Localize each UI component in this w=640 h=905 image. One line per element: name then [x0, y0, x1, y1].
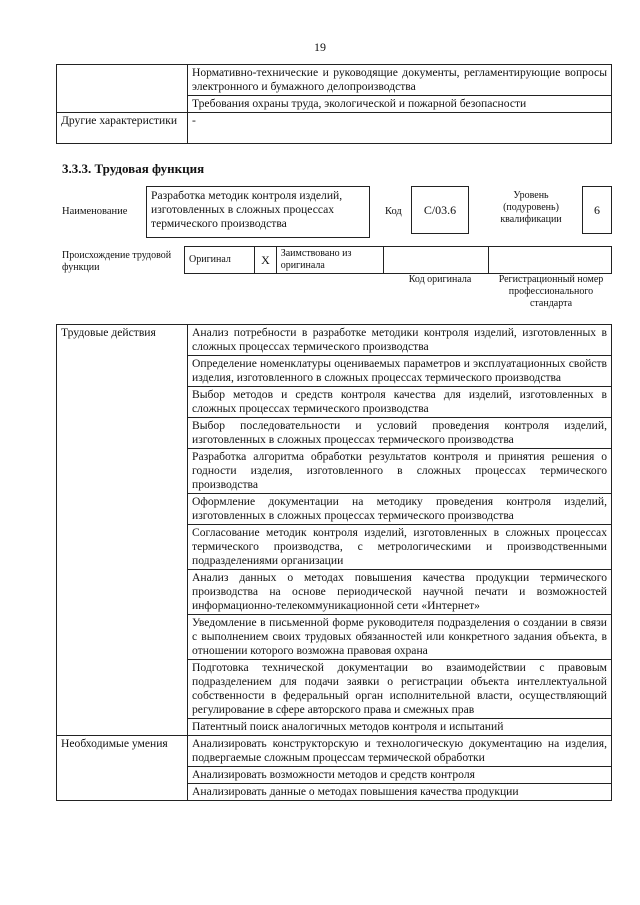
- borrowed-label: Заимствовано из оригинала: [276, 247, 383, 274]
- original-code-caption: Код оригинала: [408, 274, 472, 285]
- registration-number-caption: Регистрационный номер профессионального стандарта: [498, 274, 604, 309]
- action-item: Анализ данных о методах повышения качества продукции термического производства на основе периодической научной печати и возможностей информационно-телекоммуникационной сети «Интернет»: [188, 570, 612, 615]
- table-row: [185, 247, 612, 274]
- action-item: Выбор последовательности и условий проведения контроля изделий, изготовленных в сложных процессах термического производства: [188, 418, 612, 449]
- action-item: Анализ потребности в разработке методики контроля изделий, изготовленных в сложных процессах термического производства: [188, 325, 612, 356]
- action-item: Выбор методов и средств контроля качества для изделий, изготовленных в сложных процессах термического производства: [188, 387, 612, 418]
- row-item: Требования охраны труда, экологической и пожарной безопасности: [188, 96, 612, 113]
- name-label: Наименование: [62, 206, 128, 217]
- section-heading: 3.3.3. Трудовая функция: [62, 161, 205, 176]
- row-label: [57, 65, 188, 113]
- level-label: Уровень (подуровень) квалификации: [500, 190, 562, 225]
- registration-number-cell: [488, 247, 611, 274]
- skill-item: Анализировать возможности методов и средств контроля: [188, 767, 612, 784]
- action-item: Оформление документации на методику проведения контроля изделий, изготовленных в сложных процессах термического производства: [188, 494, 612, 525]
- table-row: [57, 325, 612, 356]
- row-item: -: [188, 113, 612, 144]
- original-mark: X: [255, 247, 276, 274]
- original-label: Оригинал: [185, 247, 255, 274]
- action-item: Уведомление в письменной форме руководителя подразделения о создании в связи с выполнением своих трудовых обязанностей или конкретного задания объекта, в отношении которого возможна правовая охрана: [188, 615, 612, 660]
- skill-item: Анализировать данные о методах повышения качества продукции: [188, 784, 612, 801]
- action-item: Согласование методик контроля изделий, изготовленных в сложных процессах термического производства, с метрологическими и производственными подразделениями организации: [188, 525, 612, 570]
- skill-item: Анализировать конструкторскую и технологическую документацию на изделия, подвергаемые сложным процессам термической обработки: [188, 736, 612, 767]
- action-item: Подготовка технической документации во взаимодействии с правовым подразделением для подачи заявки о регистрации объекта интеллектуальной собственности в федеральный орган исполнительной власти, осуществляющий регулирование в сфере авторского права и смежных прав: [188, 660, 612, 719]
- function-name-value: Разработка методик контроля изделий, изготовленных в сложных процессах термического производства: [146, 186, 370, 238]
- row-item: Нормативно-технические и руководящие документы, регламентирующие вопросы электронного и бумажного делопроизводства: [188, 65, 612, 96]
- top-characteristics-table: [56, 64, 612, 144]
- action-item: Определение номенклатуры оцениваемых параметров и эксплуатационных свойств изделия, изготовленного в сложных процессах термического производства: [188, 356, 612, 387]
- level-value: 6: [582, 186, 612, 234]
- section-label: Необходимые умения: [57, 736, 188, 801]
- table-row: [57, 65, 612, 96]
- code-label: Код: [385, 206, 402, 217]
- section-label: Трудовые действия: [57, 325, 188, 736]
- original-code-cell: [383, 247, 488, 274]
- origin-label: Происхождение трудовой функции: [62, 250, 172, 273]
- function-code-value: C/03.6: [411, 186, 469, 234]
- table-row: [57, 736, 612, 767]
- origin-table: [184, 246, 612, 274]
- row-label: Другие характеристики: [57, 113, 188, 144]
- action-item: Разработка алгоритма обработки результатов контроля и принятия решения о годности изделия, изготовленного в сложных процессах термического производства: [188, 449, 612, 494]
- page-number: 19: [314, 40, 326, 54]
- table-row: [57, 113, 612, 144]
- labor-actions-table: [56, 324, 612, 801]
- action-item: Патентный поиск аналогичных методов контроля и испытаний: [188, 719, 612, 736]
